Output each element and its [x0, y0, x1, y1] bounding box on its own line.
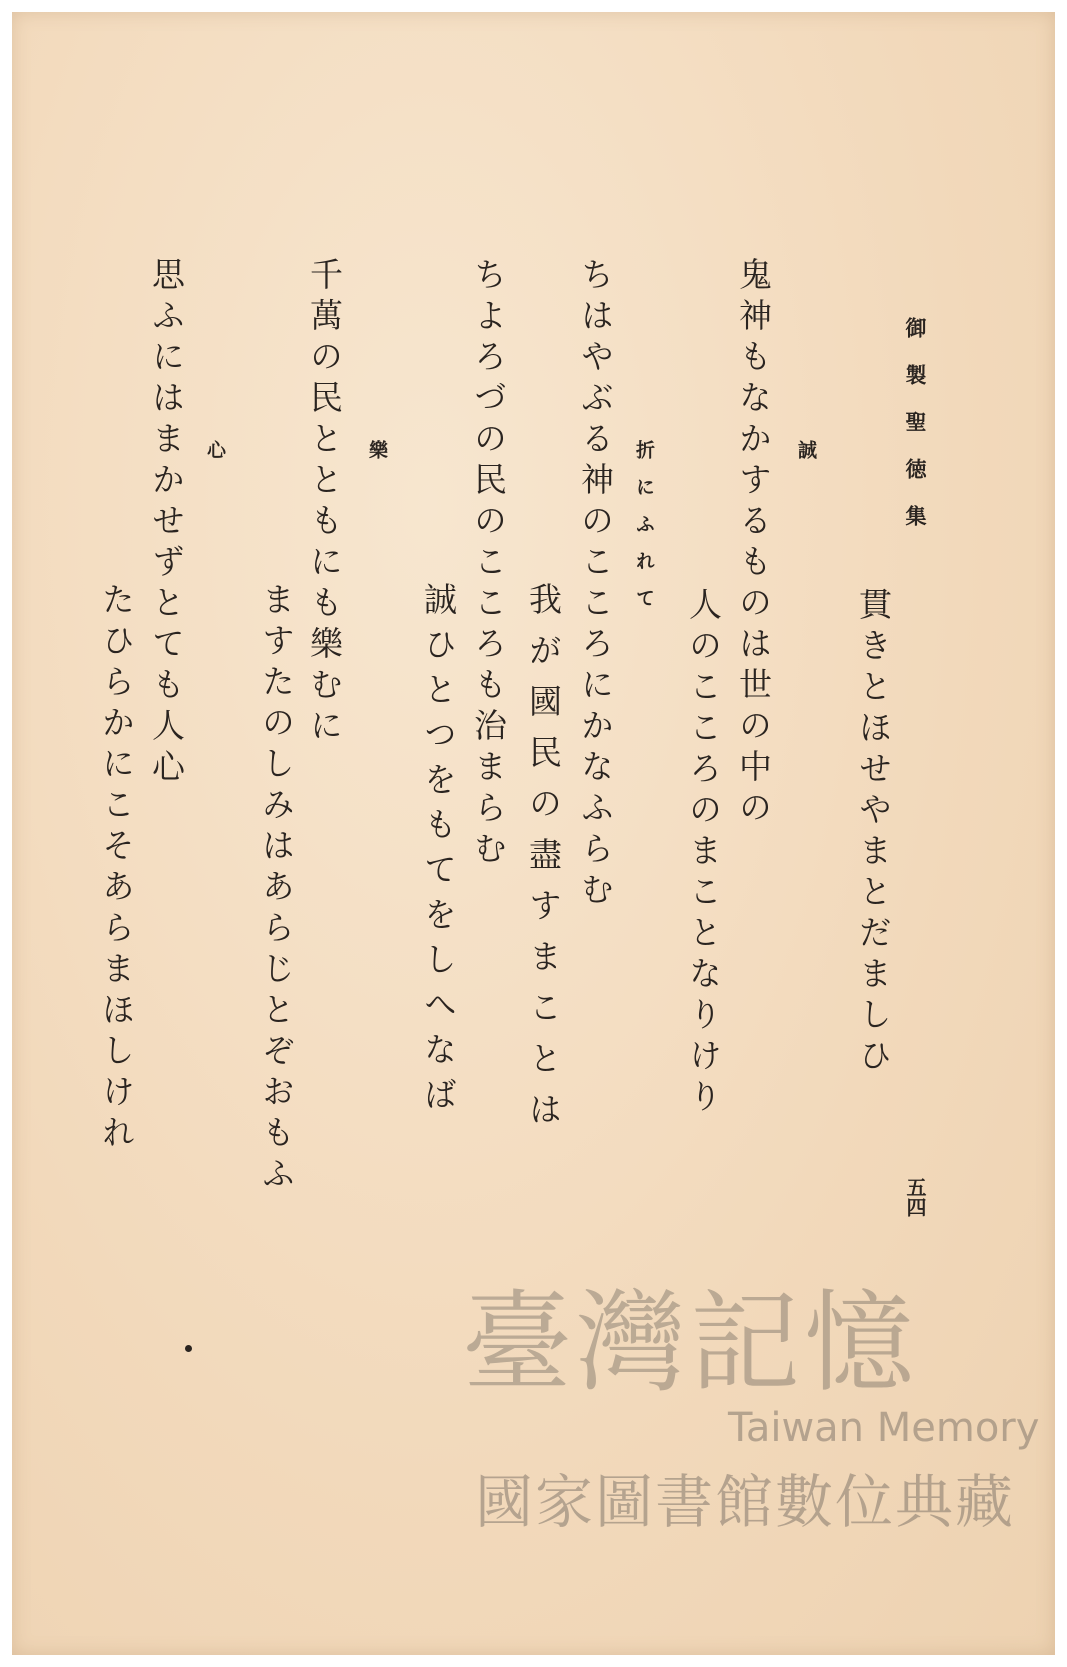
watermark-organization: 國家圖書館數位典藏	[475, 1468, 1016, 1536]
poem-title: 心	[204, 440, 226, 459]
watermark-logo: 臺灣記憶	[462, 1279, 918, 1407]
verse-line: ますたのしみはあらじとぞおもふ	[257, 582, 296, 1197]
poem-title: 折にふれて	[633, 440, 655, 625]
verse-line: 思ふにはまかせずとても人心	[147, 257, 186, 790]
verse-line: 我が國民の盡すまことは	[524, 582, 563, 1143]
verse-line: ちよろづの民のこころも治まらむ	[469, 257, 508, 872]
verse-line: 人のこころのまことなりけり	[684, 587, 723, 1120]
ink-speck	[185, 1345, 192, 1352]
running-header: 御製聖徳集	[903, 317, 928, 552]
verse-line: 鬼神もなかするものは世の中の	[734, 257, 773, 831]
verse-line: 貫きとほせやまとだましひ	[854, 587, 893, 1079]
poem-title: 誠	[795, 440, 817, 459]
page-number: 五四	[903, 1177, 927, 1217]
verse-line: 千萬の民とともにも樂むに	[305, 257, 344, 749]
watermark-english: Taiwan Memory	[728, 1405, 1040, 1451]
poem-title: 樂	[366, 440, 388, 459]
verse-line: 誠ひとつをもてをしへなば	[419, 582, 458, 1122]
verse-line: たひらかにこそあらまほしけれ	[97, 582, 136, 1156]
verse-line: ちはやぶる神のこころにかなふらむ	[576, 257, 615, 913]
